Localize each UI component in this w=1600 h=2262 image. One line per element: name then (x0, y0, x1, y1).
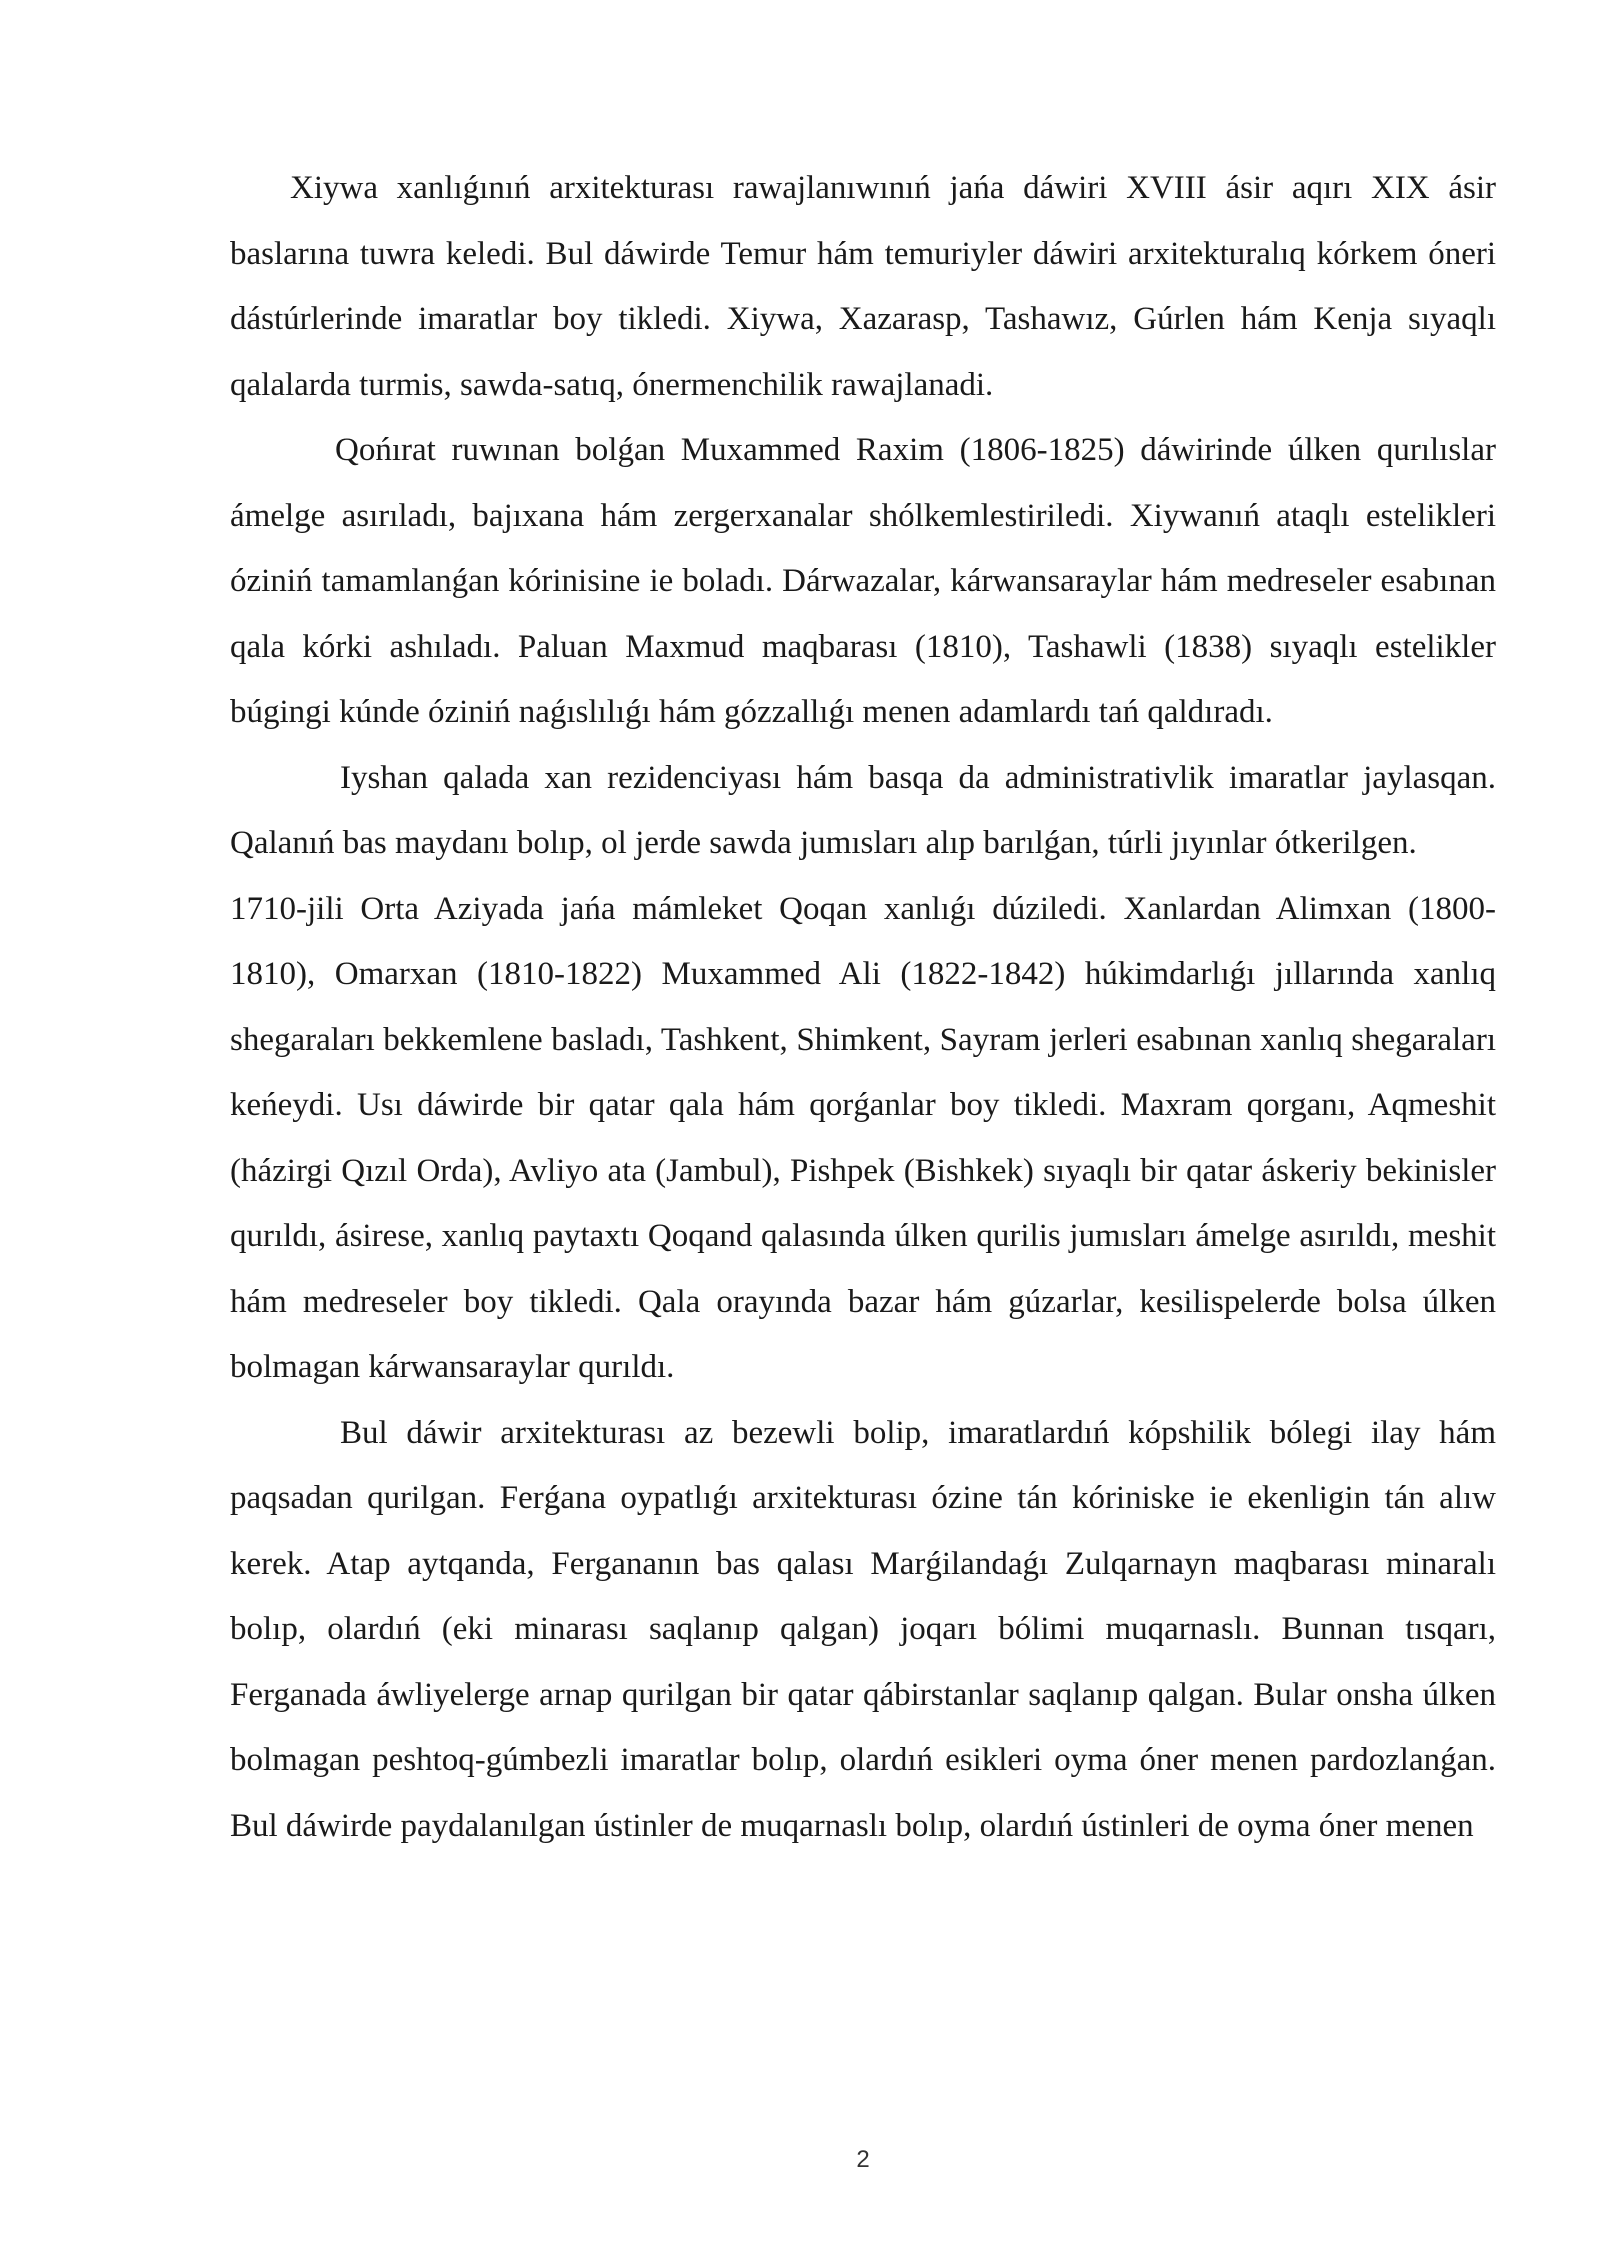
paragraph-ichan-kala: Iyshan qalada xan rezidenciyası hám basqa da administrativlik imaratlar jaylasqan. Qalanıń bas maydanı bolıp, ol jerde sawda jumısları alıp barılǵan, túrli jıyınlar ótkerilgen. (230, 759, 1496, 861)
document-body (230, 156, 1496, 1859)
paragraph-khiva-architecture: Xiywa xanlıǵınıń arxitekturası rawajlanıwınıń jańa dáwiri XVIII ásir aqırı XIX ásir baslarına tuwra keledi. Bul dáwirde Temur hám temuriyler dáwiri arxitekturalıq kórkem óneri dástúrlerinde imaratlar boy tikledi. Xiywa, Xazarasp, Tashawız, Gúrlen hám Kenja sıyaqlı qalalarda turmis, sawda-satıq, ónermenchilik rawajlanadi. (230, 170, 1496, 403)
paragraph-fergana-architecture: Bul dáwir arxitekturası az bezewli bolip, imaratlardıń kópshilik bólegi ilay hám paqsadan qurilgan. Ferǵana oypatlıǵı arxitekturası ózine tán kóriniske ie ekenligin tán alıw kerek. Atap aytqanda, Fergananın bas qalası Marǵilandaǵı Zulqarnayn maqbarası minaralı bolıp, olardıń (eki minarası saqlanıp qalgan) joqarı bólimi muqarnaslı. Bunnan tısqarı, Ferganada áwliyelerge arnap qurilgan bir qatar qábirstanlar saqlanıp qalgan. Bular onsha úlken bolmagan peshtoq-gúmbezli imaratlar bolıp, olardıń esikleri oyma óner menen pardozlanǵan. Bul dáwirde paydalanılgan ústinler de muqarnaslı bolıp, olardıń ústinleri de oyma óner menen (230, 1414, 1496, 1844)
paragraph-muhammad-rahim: Qońırat ruwınan bolǵan Muxammed Raxim (1806-1825) dáwirinde úlken qurılıslar ámelge asırıladı, bajıxana hám zergerxanalar shólkemlestiriledi. Xiywanıń ataqlı estelikleri óziniń tamamlanǵan kórinisine ie boladı. Dárwazalar, kárwansaraylar hám medreseler esabınan qala kórki ashıladı. Paluan Maxmud maqbarası (1810), Tashawli (1838) sıyaqlı estelikler búgingi kúnde óziniń naǵıslılıǵı hám gózzallıǵı menen adamlardı tań qaldıradı. (230, 432, 1496, 730)
paragraph-kokand-khanate: 1710-jili Orta Aziyada jańa mámleket Qoqan xanlıǵı dúziledi. Xanlardan Alimxan (1800-1810), Omarxan (1810-1822) Muxammed Ali (1822-1842) húkimdarlıǵı jıllarında xanlıq shegaraları bekkemlene basladı, Tashkent, Shimkent, Sayram jerleri esabınan xanlıq shegaraları keńeydi. Usı dáwirde bir qatar qala hám qorǵanlar boy tikledi. Maxram qorganı, Aqmeshit (házirgi Qızıl Orda), Avliyo ata (Jambul), Pishpek (Bishkek) sıyaqlı bir qatar áskeriy bekinisler qurıldı, ásirese, xanlıq paytaxtı Qoqand qalasında úlken qurilis jumısları ámelge asırıldı, meshit hám medreseler boy tikledi. Qala orayında bazar hám gúzarlar, kesilispelerde bolsa úlken bolmagan kárwansaraylar qurıldı. (230, 890, 1496, 1385)
page-number: 2 (856, 2146, 870, 2173)
